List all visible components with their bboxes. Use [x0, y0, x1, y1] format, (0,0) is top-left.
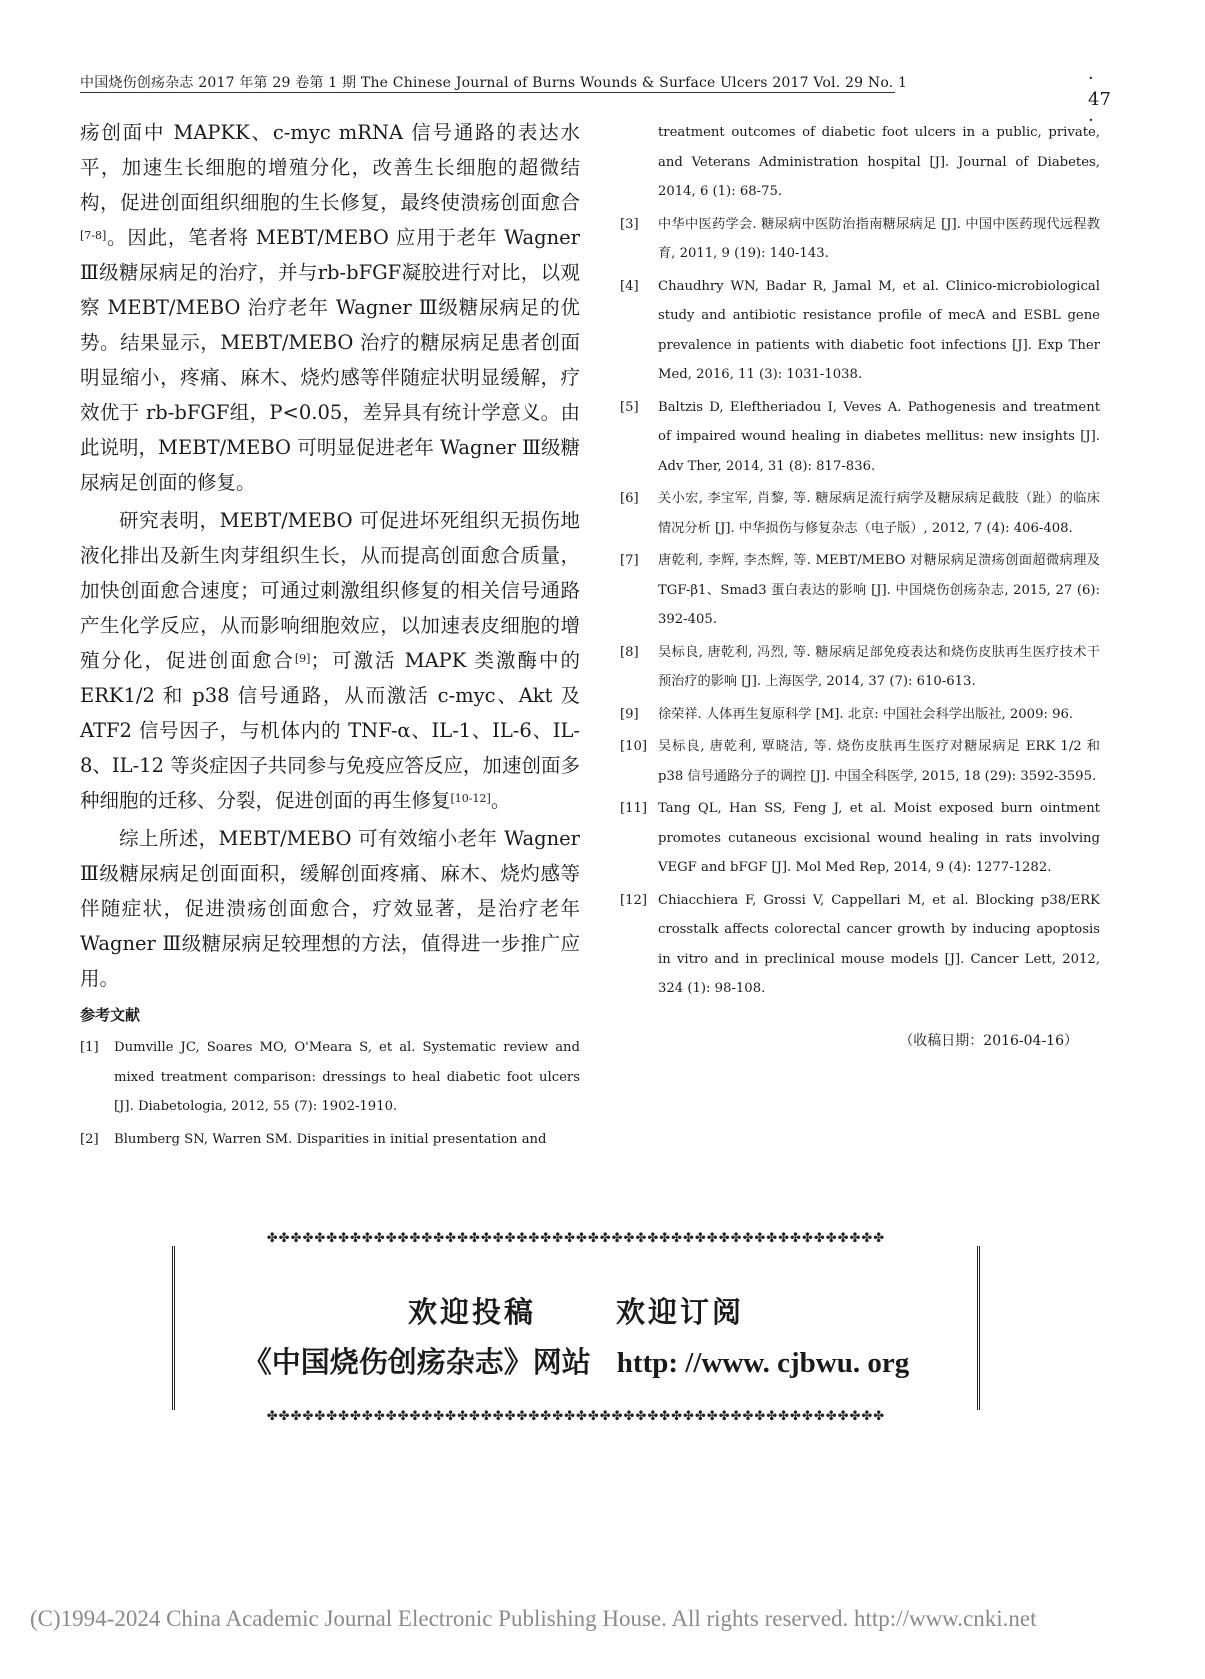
reference-number: [9] [620, 706, 639, 722]
welcome-subscribe: 欢迎订阅 [616, 1295, 745, 1329]
reference-text: Blumberg SN, Warren SM. Disparities in initial presentation and [114, 1131, 547, 1147]
reference-number: [11] [620, 801, 648, 816]
citation: [7-8] [80, 229, 107, 242]
reference-number: [1] [80, 1040, 99, 1055]
references-title: 参考文献 [80, 1006, 141, 1024]
paragraph-2-text-a: 研究表明，MEBT/MEBO 可促进坏死组织无损伤地液化排出及新生肉芽组织生长，从而提高创面愈合质量，加快创面愈合速度；可通过刺激组织修复的相关信号通路产生化学反应，从而影响细胞效应，以加速表皮细胞的增殖分化，促进创面愈合 [80, 509, 580, 672]
citation: [9] [294, 652, 311, 665]
banner-ornament-top: ✤✤✤✤✤✤✤✤✤✤✤✤✤✤✤✤✤✤✤✤✤✤✤✤✤✤✤✤✤✤✤✤✤✤✤✤✤✤✤✤✤✤✤✤✤✤✤✤✤✤✤✤ [172, 1232, 980, 1246]
paragraph-2-text-c: 。 [490, 789, 511, 812]
paragraph-1-text-b: 。因此，笔者将 MEBT/MEBO 应用于老年 Wagner Ⅲ级糖尿病足的治疗，并与rb-bFGF凝胶进行对比，以观察 MEBT/MEBO 治疗老年 Wagner Ⅲ级糖尿病足的优势。结果显示，MEBT/MEBO 治疗的糖尿病足患者创面明显缩小，疼痛、麻木、烧灼感等伴随症状明显缓解，疗效优于 rb-bFGF组，P<0.05，差异具有统计学意义。由此说明，MEBT/MEBO 可明显促进老年 Wagner Ⅲ级糖尿病足创面的修复。 [80, 226, 580, 494]
reference-text: 吴标良, 唐乾利, 覃晓洁, 等. 烧伤皮肤再生医疗对糖尿病足 ERK 1/2 和 p38 信号通路分子的调控 [J]. 中国全科医学, 2015, 18 (29): 3592-3595. [658, 739, 1100, 784]
reference-text: Chaudhry WN, Badar R, Jamal M, et al. Clinico-microbiological study and antibiotic resistance profile of mecA and ESBL gene prevalence in patients with diabetic foot infections [J]. Exp Ther Med, 2016, 11 (3): 1031-1038. [658, 278, 1100, 382]
reference-number: [3] [620, 216, 639, 232]
reference-text: 唐乾利, 李辉, 李杰辉, 等. MEBT/MEBO 对糖尿病足溃疡创面超微病理及 TGF-β1、Smad3 蛋白表达的影响 [J]. 中国烧伤创疡杂志, 2015, 27 (6): 392-405. [658, 553, 1100, 627]
reference-text: 徐荣祥. 人体再生复原科学 [M]. 北京: 中国社会科学出版社, 2009: 96. [658, 706, 1074, 722]
reference-text: 吴标良, 唐乾利, 冯烈, 等. 糖尿病足部免疫表达和烧伤皮肤再生医疗技术干预治疗的影响 [J]. 上海医学, 2014, 37 (7): 610-613. [658, 644, 1100, 689]
left-column [80, 115, 580, 1157]
reference-item [80, 1125, 580, 1155]
reference-text: Tang QL, Han SS, Feng J, et al. Moist exposed burn ointment promotes cutaneous excisional wound healing in rats involving VEGF and bFGF [J]. Mol Med Rep, 2014, 9 (4): 1277-1282. [658, 801, 1100, 875]
reference-text: Baltzis D, Eleftheriadou I, Veves A. Pathogenesis and treatment of impaired wound healing in diabetes mellitus: new insights [J]. Adv Ther, 2014, 31 (8): 817-836. [658, 399, 1100, 474]
header-rule [80, 92, 895, 93]
page-number: · 47 · [1088, 68, 1111, 131]
promo-banner [172, 1232, 980, 1424]
welcome-submit: 欢迎投稿 [407, 1295, 536, 1329]
reference-item [620, 210, 1100, 269]
reference-text: 关小宏, 李宝军, 肖黎, 等. 糖尿病足流行病学及糖尿病足截肢（趾）的临床情况分析 [J]. 中华损伤与修复杂志（电子版）, 2012, 7 (4): 406-408. [658, 491, 1100, 536]
reference-item [620, 546, 1100, 635]
website-label: 《中国烧伤创疡杂志》网站 [242, 1345, 591, 1379]
paragraph-1-text-a: 疡创面中 MAPKK、c-myc mRNA 信号通路的表达水平，加速生长细胞的增殖分化，改善生长细胞的超微结构，促进创面组织细胞的生长修复，最终使溃疡创面愈合 [80, 121, 580, 214]
right-column [620, 118, 1100, 1050]
reference-item [620, 638, 1100, 697]
reference-item-continued [620, 118, 1100, 207]
reference-item [620, 484, 1100, 543]
reference-item [620, 886, 1100, 1004]
paragraph-3: 综上所述，MEBT/MEBO 可有效缩小老年 Wagner Ⅲ级糖尿病足创面面积，缓解创面疼痛、麻木、烧灼感等伴随症状，促进溃疡创面愈合，疗效显著，是治疗老年 Wagner Ⅲ级糖尿病足较理想的方法，值得进一步推广应用。 [80, 827, 580, 990]
citation: [10-12] [450, 792, 491, 805]
website-url[interactable]: http: //www. cjbwu. org [616, 1347, 910, 1379]
reference-item [620, 393, 1100, 482]
received-date: （收稿日期：2016-04-16） [899, 1032, 1078, 1049]
reference-number: [8] [620, 644, 639, 660]
reference-number: [2] [80, 1131, 99, 1147]
reference-text: Dumville JC, Soares MO, O'Meara S, et al. Systematic review and mixed treatment comparison: dressings to heal diabetic foot ulcers [J]. Diabetologia, 2012, 55 (7): 1902-1910. [114, 1040, 580, 1114]
banner-website [172, 1340, 980, 1381]
reference-number: [6] [620, 491, 639, 506]
journal-header: 中国烧伤创疡杂志 2017 年第 29 卷第 1 期 The Chinese Journal of Burns Wounds & Surface Ulcers 2017 Vol. 29 No. 1 [80, 75, 908, 91]
reference-number: [7] [620, 553, 639, 568]
reference-text: Chiacchiera F, Grossi V, Cappellari M, et al. Blocking p38/ERK crosstalk affects colorectal cancer growth by inducing apoptosis in vitro and in preclinical mouse models [J]. Cancer Lett, 2012, 324 (1): 98-108. [658, 892, 1100, 996]
reference-item [620, 700, 1100, 730]
reference-item [620, 794, 1100, 883]
reference-number: [12] [620, 892, 648, 908]
copyright-notice: (C)1994-2024 China Academic Journal Electronic Publishing House. All rights reserved. http://www.cnki.net [30, 1606, 1037, 1631]
paragraph-2-text-b: ；可激活 MAPK 类激酶中的 ERK1/2 和 p38 信号通路，从而激活 c-myc、Akt 及 ATF2 信号因子，与机体内的 TNF-α、IL-1、IL-6、IL-8、IL-12 等炎症因子共同参与免疫应答反应，加速创面多种细胞的迁移、分裂，促进创面的再生修复 [80, 649, 580, 812]
paragraph-1 [80, 115, 580, 500]
banner-ornament-bottom: ✤✤✤✤✤✤✤✤✤✤✤✤✤✤✤✤✤✤✤✤✤✤✤✤✤✤✤✤✤✤✤✤✤✤✤✤✤✤✤✤✤✤✤✤✤✤✤✤✤✤✤✤ [172, 1410, 980, 1424]
reference-item [620, 272, 1100, 390]
reference-number: [4] [620, 278, 639, 294]
reference-text: treatment outcomes of diabetic foot ulcers in a public, private, and Veterans Administration hospital [J]. Journal of Diabetes, 2014, 6 (1): 68-75. [658, 125, 1100, 199]
reference-item [620, 732, 1100, 791]
reference-item [80, 1033, 580, 1122]
banner-welcome [172, 1290, 980, 1331]
paragraph-2 [80, 503, 580, 818]
reference-number: [10] [620, 739, 648, 754]
reference-text: 中华中医药学会. 糖尿病中医防治指南糖尿病足 [J]. 中国中医药现代远程教育, 2011, 9 (19): 140-143. [658, 216, 1100, 261]
reference-number: [5] [620, 399, 639, 415]
